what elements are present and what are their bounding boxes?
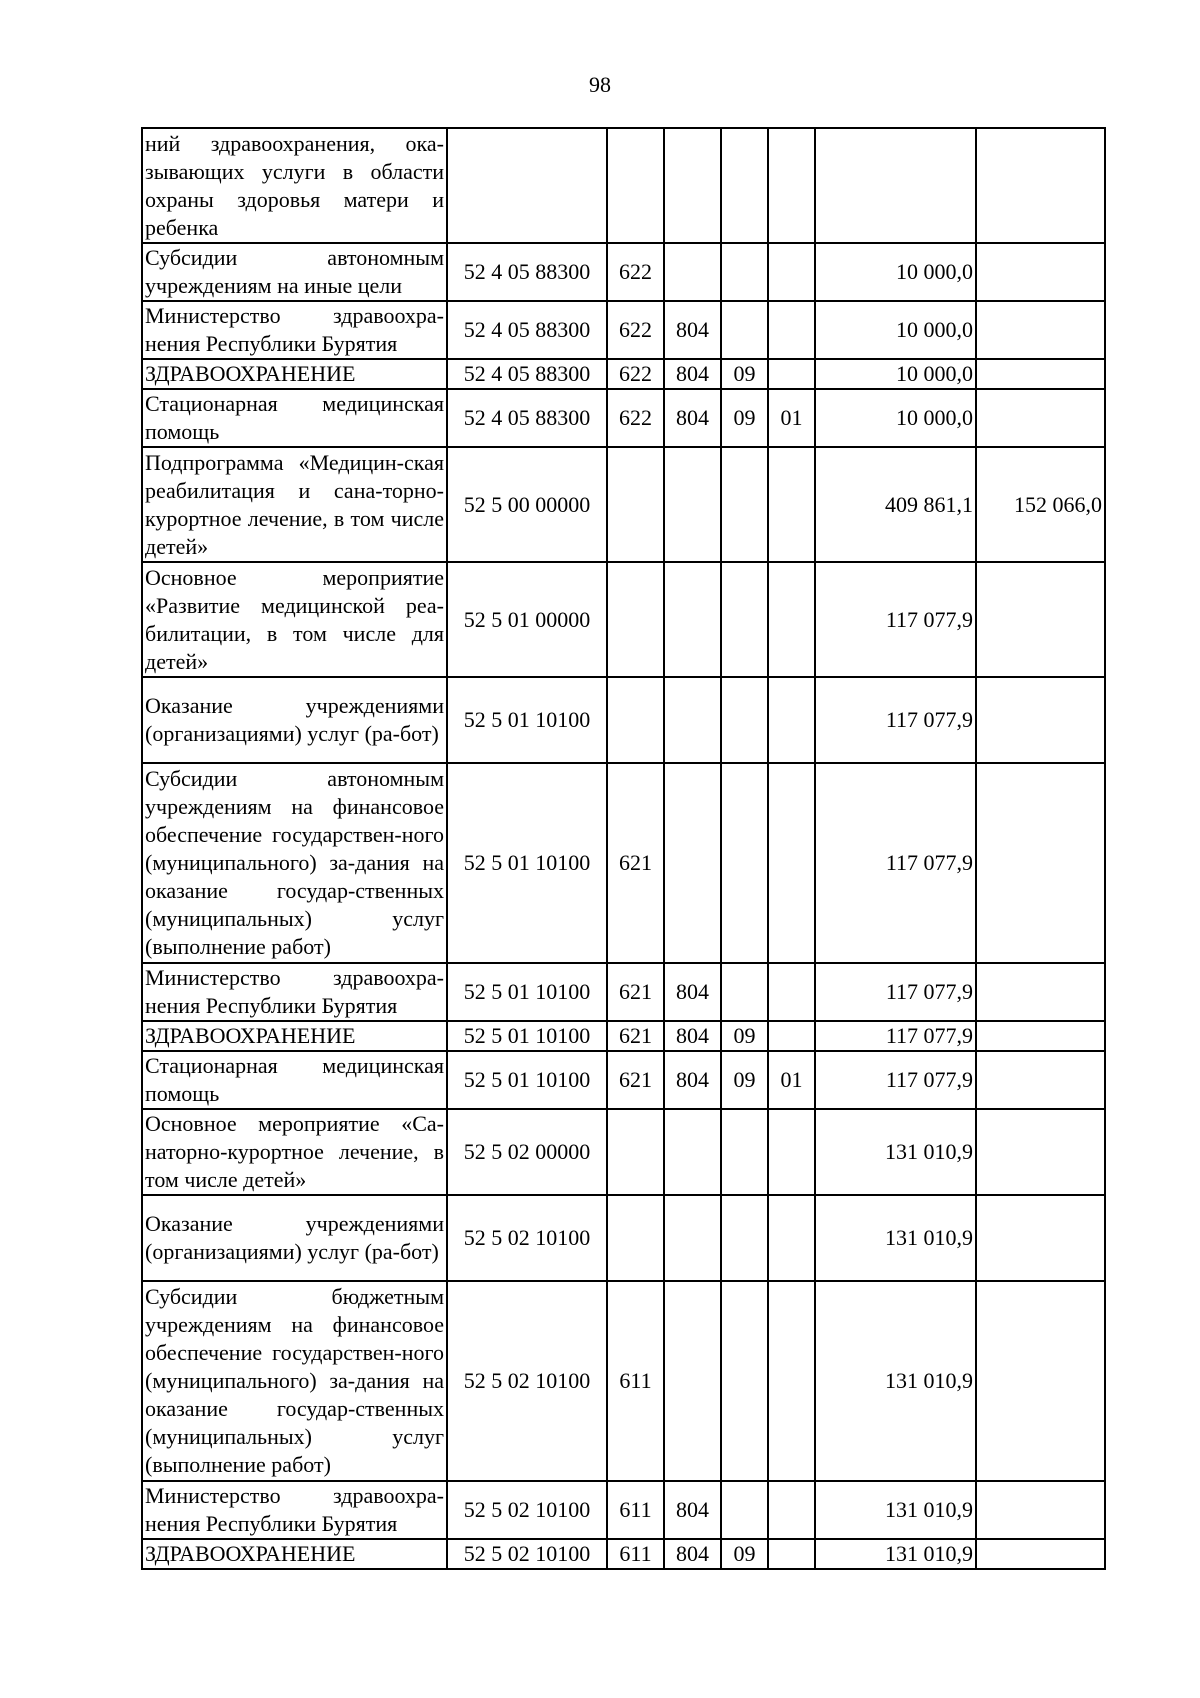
section-code xyxy=(721,1195,768,1281)
subsection-code xyxy=(768,1021,815,1051)
subsection-code xyxy=(768,562,815,677)
subsection-code xyxy=(768,1539,815,1569)
row-description: Основное мероприятие «Са-наторно-курортное лечение, в том числе детей» xyxy=(142,1109,447,1195)
amount-year-2 xyxy=(976,677,1105,763)
section-code: 09 xyxy=(721,1539,768,1569)
section-code xyxy=(721,301,768,359)
amount-year-1: 117 077,9 xyxy=(815,763,976,963)
table-row xyxy=(142,128,1105,243)
amount-year-2 xyxy=(976,1021,1105,1051)
target-article-code: 52 5 01 10100 xyxy=(447,963,607,1021)
row-description: Подпрограмма «Медицин-ская реабилитация и сана-торно-курортное лечение, в том числе детей» xyxy=(142,447,447,562)
table-row xyxy=(142,1481,1105,1539)
table-row xyxy=(142,1195,1105,1281)
table-row xyxy=(142,1109,1105,1195)
subsection-code xyxy=(768,128,815,243)
amount-year-2 xyxy=(976,1539,1105,1569)
expense-type-code: 621 xyxy=(607,1051,664,1109)
administrator-code xyxy=(664,243,721,301)
target-article-code: 52 5 02 10100 xyxy=(447,1481,607,1539)
row-description: ЗДРАВООХРАНЕНИЕ xyxy=(142,1539,447,1569)
subsection-code: 01 xyxy=(768,389,815,447)
section-code xyxy=(721,447,768,562)
row-description: Оказание учреждениями (организациями) услуг (ра-бот) xyxy=(142,677,447,763)
target-article-code: 52 5 02 10100 xyxy=(447,1281,607,1481)
row-description: ЗДРАВООХРАНЕНИЕ xyxy=(142,1021,447,1051)
subsection-code xyxy=(768,1195,815,1281)
target-article-code: 52 5 00 00000 xyxy=(447,447,607,562)
table-row xyxy=(142,1051,1105,1109)
row-description: Субсидии автономным учреждениям на финансовое обеспечение государствен-ного (муниципального) за-дания на оказание государ-ственных (муниципальных) услуг (выполнение работ) xyxy=(142,763,447,963)
expense-type-code: 611 xyxy=(607,1539,664,1569)
table-row xyxy=(142,763,1105,963)
section-code: 09 xyxy=(721,359,768,389)
section-code xyxy=(721,763,768,963)
amount-year-1: 131 010,9 xyxy=(815,1195,976,1281)
administrator-code xyxy=(664,677,721,763)
expense-type-code: 622 xyxy=(607,243,664,301)
amount-year-1: 10 000,0 xyxy=(815,301,976,359)
target-article-code: 52 4 05 88300 xyxy=(447,389,607,447)
target-article-code xyxy=(447,128,607,243)
row-description: Министерство здравоохра-нения Республики Бурятия xyxy=(142,1481,447,1539)
subsection-code xyxy=(768,1109,815,1195)
amount-year-1: 131 010,9 xyxy=(815,1481,976,1539)
table-row xyxy=(142,677,1105,763)
administrator-code: 804 xyxy=(664,359,721,389)
amount-year-2 xyxy=(976,389,1105,447)
amount-year-1: 131 010,9 xyxy=(815,1281,976,1481)
target-article-code: 52 5 02 10100 xyxy=(447,1539,607,1569)
amount-year-1: 10 000,0 xyxy=(815,243,976,301)
expense-type-code: 611 xyxy=(607,1481,664,1539)
administrator-code: 804 xyxy=(664,1539,721,1569)
section-code: 09 xyxy=(721,389,768,447)
expense-type-code: 621 xyxy=(607,963,664,1021)
target-article-code: 52 5 02 00000 xyxy=(447,1109,607,1195)
administrator-code: 804 xyxy=(664,1481,721,1539)
row-description: ний здравоохранения, ока-зывающих услуги в области охраны здоровья матери и ребенка xyxy=(142,128,447,243)
amount-year-2: 152 066,0 xyxy=(976,447,1105,562)
table-row xyxy=(142,389,1105,447)
target-article-code: 52 4 05 88300 xyxy=(447,243,607,301)
amount-year-1: 117 077,9 xyxy=(815,677,976,763)
target-article-code: 52 4 05 88300 xyxy=(447,301,607,359)
table-row xyxy=(142,963,1105,1021)
administrator-code xyxy=(664,1281,721,1481)
administrator-code: 804 xyxy=(664,1021,721,1051)
row-description: Министерство здравоохра-нения Республики Бурятия xyxy=(142,963,447,1021)
amount-year-2 xyxy=(976,1281,1105,1481)
table-row xyxy=(142,562,1105,677)
amount-year-1: 10 000,0 xyxy=(815,359,976,389)
amount-year-1: 117 077,9 xyxy=(815,562,976,677)
amount-year-2 xyxy=(976,1051,1105,1109)
expense-type-code: 622 xyxy=(607,301,664,359)
target-article-code: 52 5 01 10100 xyxy=(447,1021,607,1051)
amount-year-2 xyxy=(976,562,1105,677)
subsection-code xyxy=(768,301,815,359)
expense-type-code xyxy=(607,1195,664,1281)
amount-year-2 xyxy=(976,963,1105,1021)
expense-type-code: 622 xyxy=(607,389,664,447)
expense-type-code xyxy=(607,562,664,677)
table-row xyxy=(142,359,1105,389)
subsection-code: 01 xyxy=(768,1051,815,1109)
section-code xyxy=(721,562,768,677)
amount-year-1: 131 010,9 xyxy=(815,1539,976,1569)
administrator-code: 804 xyxy=(664,301,721,359)
administrator-code: 804 xyxy=(664,963,721,1021)
subsection-code xyxy=(768,1281,815,1481)
section-code: 09 xyxy=(721,1021,768,1051)
table-row xyxy=(142,1539,1105,1569)
expense-type-code: 611 xyxy=(607,1281,664,1481)
section-code xyxy=(721,677,768,763)
row-description: ЗДРАВООХРАНЕНИЕ xyxy=(142,359,447,389)
administrator-code: 804 xyxy=(664,389,721,447)
amount-year-1: 10 000,0 xyxy=(815,389,976,447)
expense-type-code xyxy=(607,128,664,243)
subsection-code xyxy=(768,1481,815,1539)
amount-year-1: 117 077,9 xyxy=(815,963,976,1021)
amount-year-2 xyxy=(976,128,1105,243)
table-row xyxy=(142,243,1105,301)
expense-type-code: 622 xyxy=(607,359,664,389)
subsection-code xyxy=(768,243,815,301)
administrator-code: 804 xyxy=(664,1051,721,1109)
expense-type-code: 621 xyxy=(607,763,664,963)
table-row xyxy=(142,301,1105,359)
expense-type-code: 621 xyxy=(607,1021,664,1051)
target-article-code: 52 5 02 10100 xyxy=(447,1195,607,1281)
amount-year-1 xyxy=(815,128,976,243)
subsection-code xyxy=(768,677,815,763)
administrator-code xyxy=(664,1195,721,1281)
subsection-code xyxy=(768,447,815,562)
row-description: Основное мероприятие «Развитие медицинской реа-билитации, в том числе для детей» xyxy=(142,562,447,677)
section-code xyxy=(721,128,768,243)
administrator-code xyxy=(664,447,721,562)
amount-year-1: 131 010,9 xyxy=(815,1109,976,1195)
expense-type-code xyxy=(607,1109,664,1195)
table-row xyxy=(142,447,1105,562)
target-article-code: 52 5 01 00000 xyxy=(447,562,607,677)
table-row xyxy=(142,1281,1105,1481)
section-code: 09 xyxy=(721,1051,768,1109)
amount-year-2 xyxy=(976,1195,1105,1281)
amount-year-2 xyxy=(976,1109,1105,1195)
amount-year-1: 117 077,9 xyxy=(815,1051,976,1109)
subsection-code xyxy=(768,763,815,963)
target-article-code: 52 5 01 10100 xyxy=(447,1051,607,1109)
row-description: Стационарная медицинская помощь xyxy=(142,389,447,447)
section-code xyxy=(721,1109,768,1195)
table-row xyxy=(142,1021,1105,1051)
row-description: Субсидии бюджетным учреждениям на финансовое обеспечение государствен-ного (муниципального) за-дания на оказание государ-ственных (муниципальных) услуг (выполнение работ) xyxy=(142,1281,447,1481)
page-number: 98 xyxy=(589,72,611,97)
amount-year-2 xyxy=(976,301,1105,359)
expense-type-code xyxy=(607,447,664,562)
subsection-code xyxy=(768,963,815,1021)
target-article-code: 52 4 05 88300 xyxy=(447,359,607,389)
row-description: Субсидии автономным учреждениям на иные цели xyxy=(142,243,447,301)
row-description: Стационарная медицинская помощь xyxy=(142,1051,447,1109)
expense-type-code xyxy=(607,677,664,763)
target-article-code: 52 5 01 10100 xyxy=(447,677,607,763)
amount-year-2 xyxy=(976,763,1105,963)
administrator-code xyxy=(664,562,721,677)
budget-table xyxy=(141,127,1106,1570)
section-code xyxy=(721,243,768,301)
section-code xyxy=(721,1281,768,1481)
amount-year-2 xyxy=(976,243,1105,301)
administrator-code xyxy=(664,763,721,963)
administrator-code xyxy=(664,128,721,243)
amount-year-2 xyxy=(976,359,1105,389)
row-description: Оказание учреждениями (организациями) услуг (ра-бот) xyxy=(142,1195,447,1281)
target-article-code: 52 5 01 10100 xyxy=(447,763,607,963)
row-description: Министерство здравоохра-нения Республики Бурятия xyxy=(142,301,447,359)
amount-year-1: 409 861,1 xyxy=(815,447,976,562)
subsection-code xyxy=(768,359,815,389)
administrator-code xyxy=(664,1109,721,1195)
section-code xyxy=(721,963,768,1021)
amount-year-1: 117 077,9 xyxy=(815,1021,976,1051)
section-code xyxy=(721,1481,768,1539)
amount-year-2 xyxy=(976,1481,1105,1539)
